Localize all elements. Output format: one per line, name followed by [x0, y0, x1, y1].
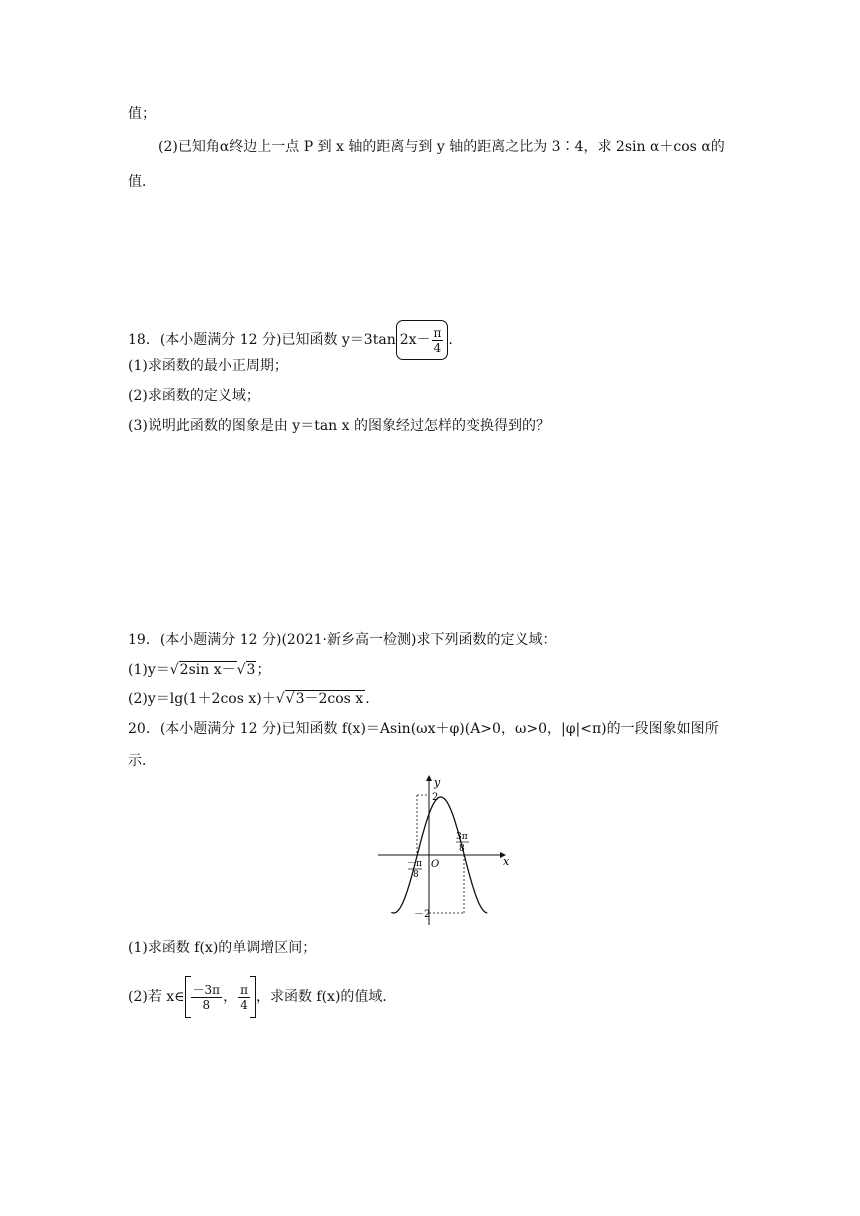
q19-p1-pre: (1)y＝ — [128, 662, 170, 678]
q20-int-left-num: －3π — [192, 982, 221, 997]
q20-int-right — [238, 983, 250, 1012]
q19-part2 — [128, 689, 370, 709]
y-max-label: 2 — [432, 792, 439, 803]
q18-part3: (3)说明此函数的图象是由 y＝tan x 的图象经过怎样的变换得到的？ — [128, 418, 550, 434]
q20-p2-end: ，求函数 f(x)的值域． — [255, 989, 397, 1005]
q20-int-right-num: π — [240, 982, 248, 997]
sine-graph — [370, 770, 520, 930]
q18-part1: (1)求函数的最小正周期； — [128, 358, 288, 374]
q20-part1: (1)求函数 f(x)的单调增区间； — [128, 940, 317, 956]
x-left-label-den: 8 — [413, 870, 419, 880]
q20-p2-pre: (2)若 x∈ — [128, 989, 185, 1005]
q19-head: 19．(本小题满分 12 分)(2021·新乡高一检测)求下列函数的定义域： — [128, 632, 557, 648]
q18-part2: (2)求函数的定义域； — [128, 388, 260, 404]
q19-p1-sqrt: √2sin x－ — [169, 662, 236, 678]
q20-head-line2: 示． — [128, 753, 156, 769]
q18-paren-inner: 2x－ — [399, 332, 431, 348]
x-right-label-num: 3π — [456, 832, 468, 842]
q20-part2 — [128, 976, 396, 1018]
q19-p1-end: ； — [256, 662, 271, 678]
q19-p2-inner-radicand: 3－2cos x — [295, 691, 364, 707]
q19-part1 — [128, 660, 270, 680]
y-axis-label: y — [434, 776, 441, 789]
q20-int-sep: ， — [223, 989, 238, 1005]
q20-interval — [185, 976, 256, 1018]
q18-frac-den: 4 — [433, 340, 442, 355]
q18-end: . — [448, 332, 453, 348]
q19-p2-pre: (2)y＝lg(1＋2cos x)＋ — [128, 691, 276, 707]
q19-p2-end: . — [365, 691, 370, 707]
q18-paren — [396, 320, 449, 360]
q17-part2-line2: 值． — [128, 174, 156, 190]
q18-head: 18．(本小题满分 12 分)已知函数 y＝3tan — [128, 332, 396, 348]
q18-fraction — [432, 326, 444, 355]
q20-head-line1: 20．(本小题满分 12 分)已知函数 f(x)＝Asin(ωx＋φ)(A>0，ω>0，|φ|<π)的一段图象如图所 — [128, 721, 719, 737]
origin-label: O — [431, 859, 440, 870]
q20-int-left — [191, 983, 223, 1012]
q19-p2-sqrt-inner: √3－2cos x — [285, 691, 364, 707]
q19-p2-sqrt-outer: √√3－2cos x — [275, 691, 364, 707]
q19-p1-radicand: 2sin x－ — [179, 662, 236, 678]
x-left-label-num: －π — [407, 859, 422, 869]
q20-int-left-den: 8 — [202, 997, 211, 1012]
q18-frac-num: π — [433, 325, 442, 340]
q18-stem — [128, 320, 453, 360]
q19-p2-outer-radicand — [285, 690, 366, 707]
q17-tail: 值； — [128, 106, 156, 122]
q17-part2-line1: (2)已知角α终边上一点 P 到 x 轴的距离与到 y 轴的距离之比为 3∶4，求 2sin α＋cos α的 — [158, 139, 725, 155]
y-min-label: －2 — [414, 909, 431, 920]
x-axis-label: x — [503, 855, 510, 868]
q19-p1-sqrt3: √3 — [236, 662, 256, 678]
q19-p1-radicand3: 3 — [246, 662, 256, 678]
q20-int-right-den: 4 — [240, 997, 248, 1012]
x-right-label-den: 8 — [459, 844, 465, 854]
